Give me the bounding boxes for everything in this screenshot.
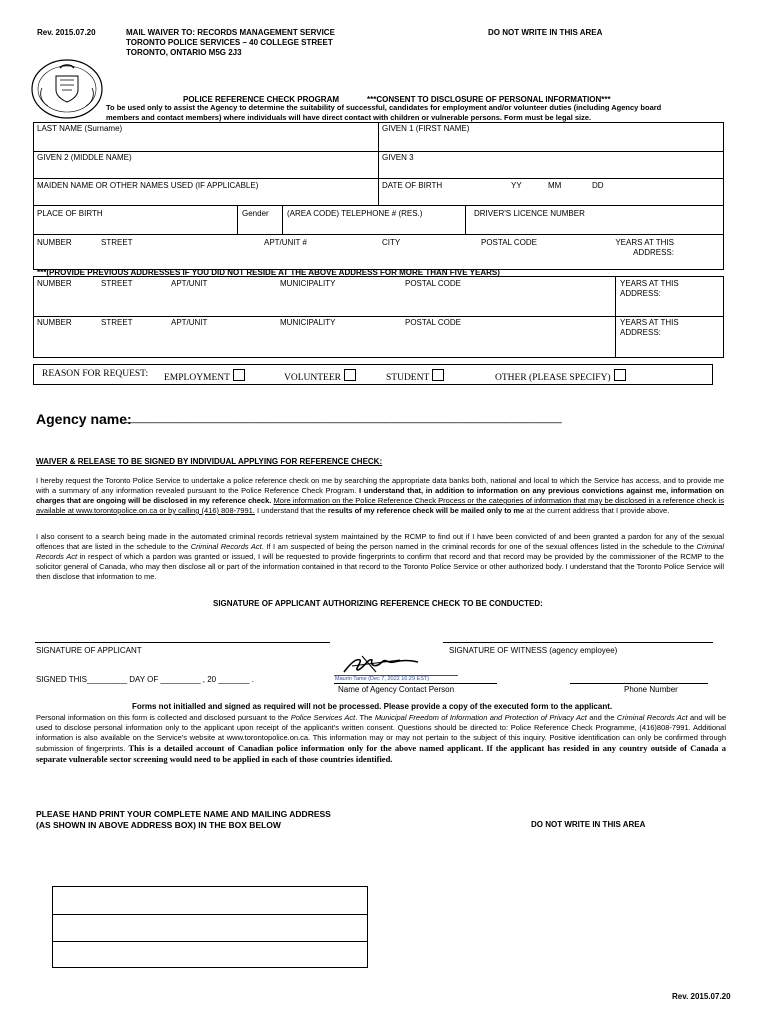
p1-b: I understand that, in addition to information on any previous convictions against me, information on charges that are ongoing will be disclosed in my reference check. xyxy=(36,486,724,505)
signed-this-line[interactable]: SIGNED THIS_________ DAY OF _________ , 20 _______ . xyxy=(36,675,254,684)
agency-name-label: Agency name: xyxy=(36,411,132,427)
waiver-paragraph-2 xyxy=(36,532,724,582)
processing-notice: Forms not initialled and signed as required will not be processed. Please provide a copy of the executed form to the applicant. xyxy=(132,702,613,711)
personal-info-notice xyxy=(36,713,726,765)
prev2-postal: POSTAL CODE xyxy=(405,318,462,327)
other-checkbox[interactable] xyxy=(614,369,626,381)
employment-checkbox[interactable] xyxy=(233,369,245,381)
mail-line-3: TORONTO, ONTARIO M5G 2J3 xyxy=(126,48,242,57)
p1-e: results of my reference check will be mailed only to me xyxy=(327,506,525,515)
volunteer-checkbox[interactable] xyxy=(344,369,356,381)
previous-addresses-heading: ***(PROVIDE PREVIOUS ADDRESSES IF YOU DID NOT RESIDE AT THE ABOVE ADDRESS FOR MORE THAN FIVE YEARS) xyxy=(37,268,500,277)
gender-label: Gender xyxy=(242,209,269,218)
pi-act1: Police Services Act xyxy=(290,713,356,722)
mailing-line-input-3[interactable] xyxy=(55,943,365,965)
p2-b: . If I am suspected of being the person named in the criminal records for one of the sexual offences listed in the schedule to the xyxy=(261,542,694,551)
pi-b: . The xyxy=(355,713,373,722)
revision-top: Rev. 2015.07.20 xyxy=(37,28,96,37)
prev1-years-line-1: YEARS AT THIS xyxy=(620,279,679,288)
street-label: STREET xyxy=(101,238,133,247)
prev1-municipality: MUNICIPALITY xyxy=(280,279,336,288)
purpose-line-2: members and contact members) where individuals will have direct contact with children or vulnerable persons. Form must be legal size. xyxy=(106,112,592,122)
prev1-street: STREET xyxy=(101,279,133,288)
prev2-number: NUMBER xyxy=(37,318,72,327)
given2-label: GIVEN 2 (MIDDLE NAME) xyxy=(37,153,132,162)
pi-act2: Municipal Freedom of Information and Protection of Privacy Act xyxy=(374,713,587,722)
pi-act3: Criminal Records Act xyxy=(616,713,688,722)
mailing-instructions xyxy=(36,809,331,831)
reason-for-request-box xyxy=(33,364,713,385)
mailing-line-2: (AS SHOWN IN ABOVE ADDRESS BOX) IN THE BOX BELOW xyxy=(36,820,281,830)
pi-d: and will be used to disclose personal information only to the applicant upon receipt of the applicant's written consent. Questions should be directed to: Police Reference Check Programme, (416)808-7991. Additional information is also available on the Service's website at www.torontopolice.on.ca. This information may or may not pertain to the subject of this inquiry. Positive identification can only be confirmed through submission of fingerprints. xyxy=(36,713,727,753)
contact-name-label: Name of Agency Contact Person xyxy=(338,685,455,694)
pi-a: Personal information on this form is collected and disclosed pursuant to the xyxy=(36,713,289,722)
apt-unit-no-label: APT/UNIT # xyxy=(264,238,307,247)
last-name-label: LAST NAME (Surname) xyxy=(37,124,123,133)
years-line-2: ADDRESS: xyxy=(633,248,674,257)
prev1-number: NUMBER xyxy=(37,279,72,288)
waiver-paragraph-1 xyxy=(36,476,724,516)
witness-signature-label: SIGNATURE OF WITNESS (agency employee) xyxy=(449,646,618,655)
applicant-signature-line[interactable] xyxy=(35,642,330,643)
prev1-postal: POSTAL CODE xyxy=(405,279,462,288)
mail-address xyxy=(126,28,335,58)
prev2-years-line-2: ADDRESS: xyxy=(620,328,661,337)
phone-line[interactable] xyxy=(570,683,708,684)
reason-label: REASON FOR REQUEST: xyxy=(42,369,149,379)
agency-name-field[interactable]: _____________________________________________________________________ xyxy=(126,412,562,424)
consent-title: ***CONSENT TO DISCLOSURE OF PERSONAL INFORMATION*** xyxy=(367,95,611,104)
revision-footer: Rev. 2015.07.20 xyxy=(672,992,731,1001)
reason-employment[interactable] xyxy=(164,369,245,383)
dob-dd: DD xyxy=(592,181,604,190)
do-not-write-top: DO NOT WRITE IN THIS AREA xyxy=(488,28,603,37)
telephone-label: (AREA CODE) TELEPHONE # (RES.) xyxy=(287,209,423,218)
given1-label: GIVEN 1 (FIRST NAME) xyxy=(382,124,470,133)
police-seal-logo xyxy=(30,58,104,120)
prev2-years-line-1: YEARS AT THIS xyxy=(620,318,679,327)
witness-signature-line[interactable] xyxy=(443,642,713,643)
p1-c: More information on the Police Reference Check Process or the categories of information that may be disclosed in a reference check is available at www.torontopolice.on.ca or by calling (416) 808-7991. xyxy=(36,496,724,515)
student-checkbox[interactable] xyxy=(432,369,444,381)
contact-signature-scribble xyxy=(342,654,422,676)
applicant-signature-label: SIGNATURE OF APPLICANT xyxy=(36,646,142,655)
licence-label: DRIVER'S LICENCE NUMBER xyxy=(474,209,585,218)
prev1-years xyxy=(620,279,679,299)
waiver-heading: WAIVER & RELEASE TO BE SIGNED BY INDIVIDUAL APPLYING FOR REFERENCE CHECK: xyxy=(36,457,383,466)
phone-number-label: Phone Number xyxy=(624,685,678,694)
reason-volunteer[interactable] xyxy=(284,369,356,383)
other-label: OTHER (PLEASE SPECIFY) xyxy=(495,373,611,383)
purpose-statement xyxy=(106,103,736,122)
place-of-birth-label: PLACE OF BIRTH xyxy=(37,209,103,218)
purpose-line-1: To be used only to assist the Agency to determine the suitability of successful, candidates for employment and/or volunteer duties (including Agency board xyxy=(106,103,662,112)
p2-c: in respect of which a pardon was granted or issued, I will be requested to provide fingerprints to confirm that record and that record may be provided by the commissioner of the RCMP to the solicitor general of Canada, who may then disclose all or part of the information contained in that record to the Toronto Police Service or other authorized body. I understand that the Toronto Police Service will then disclose that information to me. xyxy=(36,552,724,581)
mailing-line-input-1[interactable] xyxy=(55,889,365,912)
mailing-line-1: PLEASE HAND PRINT YOUR COMPLETE NAME AND MAILING ADDRESS xyxy=(36,809,331,819)
program-title: POLICE REFERENCE CHECK PROGRAM xyxy=(183,95,340,104)
prev1-years-line-2: ADDRESS: xyxy=(620,289,661,298)
dob-yy: YY xyxy=(511,181,522,190)
p1-a: I hereby request the Toronto Police Service to undertake a police reference check on me by searching the appropriate data banks both, national and local to which the Service has access, and to provide me with a summary of any information revealed pursuant to the Police Reference Check Program. xyxy=(36,476,724,495)
dob-label: DATE OF BIRTH xyxy=(382,181,443,190)
employment-label: EMPLOYMENT xyxy=(164,373,230,383)
p2-act: Criminal Records Act xyxy=(190,542,262,551)
postal-code-label: POSTAL CODE xyxy=(481,238,538,247)
given3-label: GIVEN 3 xyxy=(382,153,414,162)
dob-mm: MM xyxy=(548,181,562,190)
mail-line-2: TORONTO POLICE SERVICES – 40 COLLEGE STREET xyxy=(126,38,333,47)
p2-act-2: Criminal Records Act xyxy=(36,542,725,561)
prev2-municipality: MUNICIPALITY xyxy=(280,318,336,327)
city-label: CITY xyxy=(382,238,401,247)
pi-serif-bold: This is a detailed account of Canadian police information only for the above named applicant. If the applicant has resided in any country outside of Canada a separate vulnerable sector screening would need to be applied in each of those countries identified. xyxy=(36,743,726,764)
reason-other[interactable] xyxy=(495,369,626,383)
prev2-street: STREET xyxy=(101,318,133,327)
years-line-1: YEARS AT THIS xyxy=(615,238,674,247)
prev2-years xyxy=(620,318,679,338)
pi-c: and the xyxy=(589,713,615,722)
mailing-address-box xyxy=(52,886,368,968)
do-not-write-bottom: DO NOT WRITE IN THIS AREA xyxy=(531,820,646,829)
student-label: STUDENT xyxy=(386,373,430,383)
p2-a: I also consent to a search being made in the automated criminal records retrieval system maintained by the RCMP to find out if I have been convicted of and been granted a pardon for any of the sexual offences that are listed in the schedule to the xyxy=(36,532,724,551)
reason-student[interactable] xyxy=(386,369,444,383)
p1-f: at the current address that I provide above. xyxy=(526,506,670,515)
p1-d: I understand that the xyxy=(256,506,326,515)
years-at-address-label xyxy=(610,238,674,258)
volunteer-label: VOLUNTEER xyxy=(284,373,341,383)
prev2-apt: APT/UNIT xyxy=(171,318,208,327)
prev1-apt: APT/UNIT xyxy=(171,279,208,288)
signature-heading: SIGNATURE OF APPLICANT AUTHORIZING REFERENCE CHECK TO BE CONDUCTED: xyxy=(213,599,543,608)
number-label: NUMBER xyxy=(37,238,72,247)
maiden-name-label: MAIDEN NAME OR OTHER NAMES USED (IF APPLICABLE) xyxy=(37,181,259,190)
mailing-line-input-2[interactable] xyxy=(55,916,365,939)
mail-line-1: MAIL WAIVER TO: RECORDS MANAGEMENT SERVICE xyxy=(126,28,335,37)
esign-stamp: Maurin Tame (Dec 7, 2022 16:29 EST) xyxy=(335,676,430,682)
